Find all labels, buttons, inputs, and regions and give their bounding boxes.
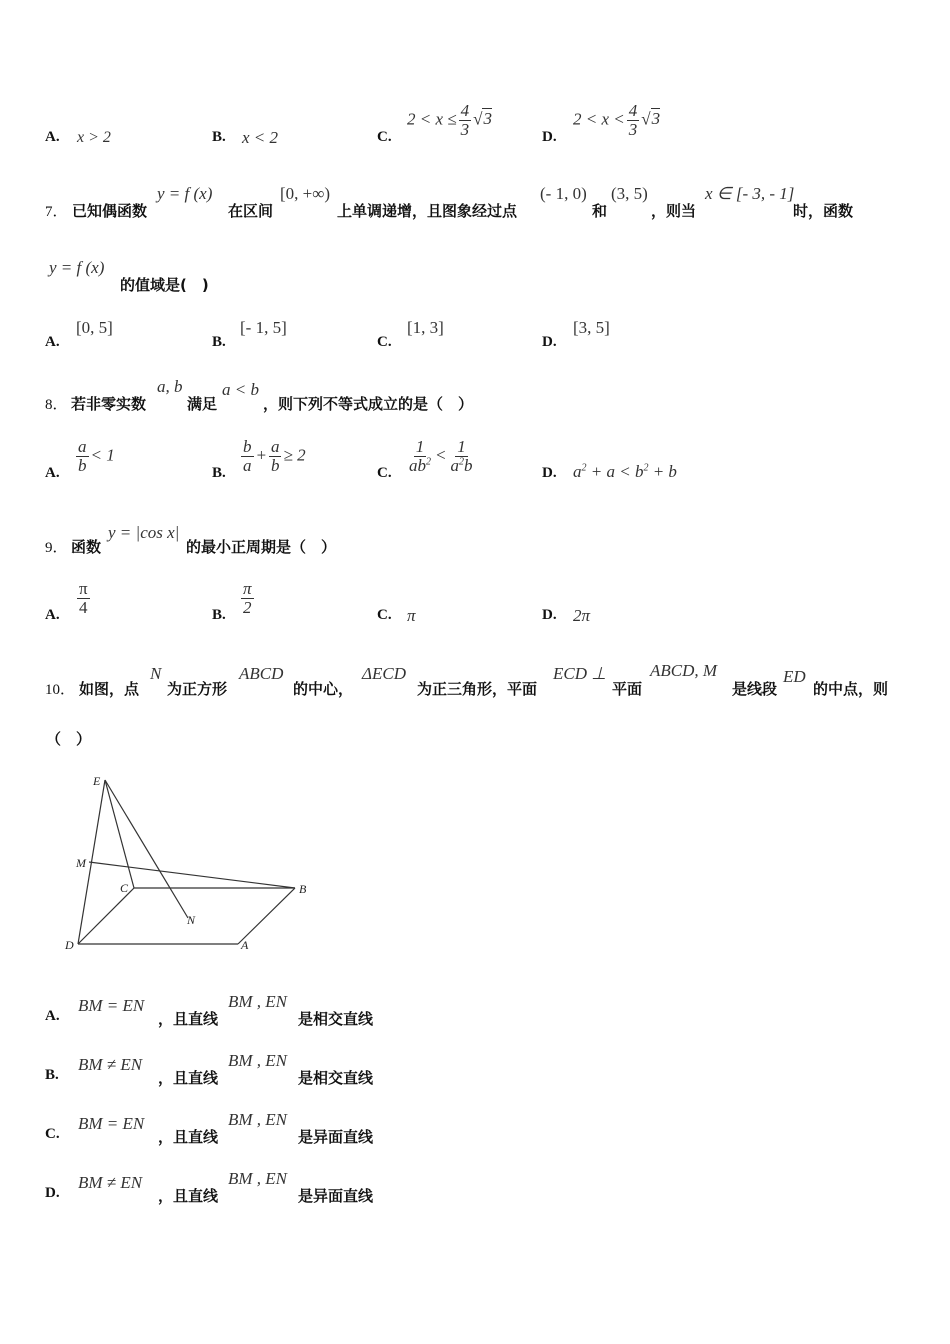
math-expr: [0, +∞) xyxy=(280,184,331,203)
option-expr: 2 < x < $\frac{4}{3}$ √3 xyxy=(573,101,661,139)
option-expr: $\frac{a}{b}$ < 1 xyxy=(78,437,115,475)
question-number: 10． xyxy=(45,682,76,698)
option-expr: BM , EN xyxy=(228,1110,288,1129)
option-label[interactable]: A. xyxy=(45,334,60,350)
option-label[interactable]: D. xyxy=(542,129,557,145)
point-label-A: A xyxy=(241,938,249,952)
point-label-C: C xyxy=(120,881,129,895)
option-text: ，且直线 xyxy=(158,1128,219,1146)
point-label-B: B xyxy=(299,882,307,896)
question-text: ，则当 xyxy=(651,202,697,220)
option-label[interactable]: A. xyxy=(45,129,60,145)
option-expr: BM , EN xyxy=(228,992,288,1011)
question-text: 在区间 xyxy=(228,202,274,220)
option-label[interactable]: A. xyxy=(45,607,60,623)
question-text: 为正三角形，平面 xyxy=(417,680,538,698)
question-text: 的值域是( ) xyxy=(120,276,209,294)
math-expr: y = f (x) xyxy=(157,184,213,203)
question-text: 函数 xyxy=(71,538,102,556)
question-text: 已知偶函数 xyxy=(72,202,148,220)
point-label-M: M xyxy=(76,856,86,870)
question-text: 上单调递增，且图象经过点 xyxy=(337,202,518,220)
option-label[interactable]: B. xyxy=(45,1067,59,1083)
option-label[interactable]: D. xyxy=(542,465,557,481)
edge-EC xyxy=(105,780,134,888)
math-expr: N xyxy=(150,664,162,683)
math-expr: y = |cos x| xyxy=(108,523,180,542)
question-number: 9． xyxy=(45,540,68,556)
math-expr: ABCD xyxy=(239,664,284,683)
option-expr: 2π xyxy=(573,606,591,625)
option-expr: $\frac{b}{a}$ + $\frac{a}{b}$ ≥ 2 xyxy=(243,437,306,475)
option-label[interactable]: B. xyxy=(212,129,226,145)
option-text: 是相交直线 xyxy=(298,1010,374,1028)
math-expr: (3, 5) xyxy=(611,184,648,203)
option-text: 是异面直线 xyxy=(298,1187,374,1205)
option-label[interactable]: A. xyxy=(45,465,60,481)
option-label[interactable]: B. xyxy=(212,607,226,623)
question-text: 和 xyxy=(592,202,608,220)
question-number: 7． xyxy=(45,204,68,220)
option-text: 是异面直线 xyxy=(298,1128,374,1146)
option-label[interactable]: B. xyxy=(212,465,226,481)
option-expr: BM ≠ EN xyxy=(78,1173,143,1192)
option-label[interactable]: B. xyxy=(212,334,226,350)
option-expr: $a^2 + a < b^2 + b$ xyxy=(573,462,677,481)
point-label-N: N xyxy=(187,913,196,927)
question-text: 是线段 xyxy=(732,680,778,698)
question-number: 8． xyxy=(45,397,68,413)
point-label-D: D xyxy=(65,938,74,952)
math-expr: (- 1, 0) xyxy=(540,184,587,203)
question-text: 时，函数 xyxy=(793,202,854,220)
edge-AB xyxy=(238,888,295,944)
option-expr: x > 2 xyxy=(77,129,111,146)
option-expr: π xyxy=(407,606,416,625)
option-label[interactable]: A. xyxy=(45,1008,60,1024)
question-text: 若非零实数 xyxy=(71,395,147,413)
option-expr: BM , EN xyxy=(228,1169,288,1188)
option-expr: BM ≠ EN xyxy=(78,1055,143,1074)
option-expr: [3, 5] xyxy=(573,318,610,337)
option-label[interactable]: D. xyxy=(542,607,557,623)
question-text: 的最小正周期是（ ） xyxy=(186,538,337,556)
option-text: 是相交直线 xyxy=(298,1069,374,1087)
question-text: 如图，点 xyxy=(79,680,140,698)
math-expr: ECD ⊥ xyxy=(553,664,607,683)
option-label[interactable]: C. xyxy=(377,334,392,350)
math-expr: ABCD, M xyxy=(650,661,718,680)
option-expr: $\frac{\pi}{4}$ xyxy=(79,579,88,617)
question-text: 满足 xyxy=(187,395,218,413)
option-label[interactable]: C. xyxy=(377,129,392,145)
option-expr: $\frac{1}{ab^2}$ < $\frac{1}{a^2b}$ xyxy=(409,437,473,475)
math-expr: x ∈ [- 3, - 1] xyxy=(705,184,795,203)
question-text: 的中心， xyxy=(293,680,354,698)
option-label[interactable]: C. xyxy=(377,607,392,623)
math-expr: a, b xyxy=(157,377,183,396)
option-expr: BM = EN xyxy=(78,1114,145,1133)
option-text: ，且直线 xyxy=(158,1069,219,1087)
option-expr: [1, 3] xyxy=(407,318,444,337)
answer-paren: （ ） xyxy=(46,730,92,748)
question-text: 的中点，则 xyxy=(813,680,889,698)
option-expr: x < 2 xyxy=(242,128,279,147)
edge-EN xyxy=(105,780,188,918)
option-text: ，且直线 xyxy=(158,1010,219,1028)
option-label[interactable]: C. xyxy=(377,465,392,481)
question-text: 为正方形 xyxy=(167,680,228,698)
option-text: ，且直线 xyxy=(158,1187,219,1205)
math-expr: y = f (x) xyxy=(49,258,105,277)
option-expr: 2 < x ≤ $\frac{4}{3}$ √3 xyxy=(407,101,492,139)
option-expr: BM , EN xyxy=(228,1051,288,1070)
option-expr: [- 1, 5] xyxy=(240,318,287,337)
option-expr: BM = EN xyxy=(78,996,145,1015)
math-expr: ED xyxy=(783,667,806,686)
option-expr: $\frac{\pi}{2}$ xyxy=(243,579,252,617)
math-expr: a < b xyxy=(222,380,259,399)
option-label[interactable]: C. xyxy=(45,1126,60,1142)
option-label[interactable]: D. xyxy=(542,334,557,350)
geometry-figure xyxy=(60,768,320,958)
question-text: ，则下列不等式成立的是（ ） xyxy=(263,395,474,413)
option-label[interactable]: D. xyxy=(45,1185,60,1201)
question-text: 平面 xyxy=(612,680,643,698)
option-expr: [0, 5] xyxy=(76,318,113,337)
point-label-E: E xyxy=(93,774,101,788)
math-expr: ΔECD xyxy=(362,664,406,683)
